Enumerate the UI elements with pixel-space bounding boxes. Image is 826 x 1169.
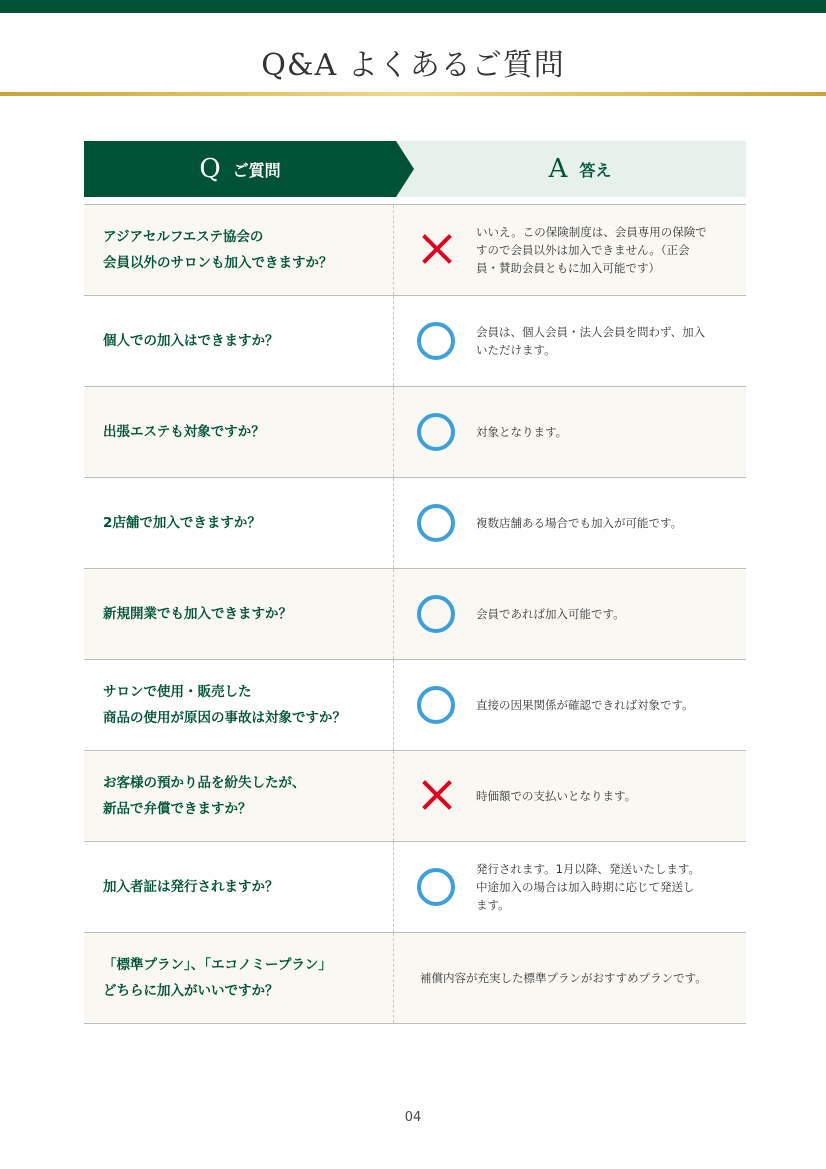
question-text: アジアセルフエステ協会の 会員以外のサロンも加入できますか？ [103, 229, 333, 271]
answer-text: 対象となります。 [476, 425, 568, 439]
question-cell [84, 933, 394, 1023]
question-text: お客様の預かり品を紛失したが、 新品で弁償できますか？ [103, 775, 306, 817]
answer-cell [394, 478, 746, 568]
top-bar [0, 0, 826, 13]
faq-row [84, 569, 746, 660]
faq-row [84, 387, 746, 478]
question-cell [84, 842, 394, 932]
cross-icon [416, 776, 456, 816]
answer-text: 会員は、個人会員・法人会員を問わず、加入 いただけます。 [476, 325, 706, 357]
answer-cell [394, 751, 746, 841]
gold-divider [0, 92, 826, 96]
faq-row [84, 478, 746, 569]
cross-icon [416, 230, 456, 270]
answer-cell [394, 205, 746, 295]
answer-cell [394, 933, 746, 1023]
page-number: 04 [404, 1110, 422, 1125]
header-rule [84, 197, 746, 205]
question-cell [84, 296, 394, 386]
question-text: 「標準プラン」、「エコノミープラン」 どちらに加入がいいですか？ [103, 957, 332, 999]
a-label: 答え [579, 160, 612, 180]
question-cell [84, 478, 394, 568]
question-cell [84, 751, 394, 841]
question-text: 新規開業でも加入できますか？ [103, 606, 292, 622]
answer-header [414, 141, 746, 197]
faq-row [84, 933, 746, 1024]
q-label: ご質問 [232, 160, 281, 180]
faq-row [84, 842, 746, 933]
answer-text: 直接の因果関係が確認できれば対象です。 [476, 698, 694, 712]
circle-icon [416, 867, 456, 907]
answer-cell [394, 842, 746, 932]
faq-row [84, 751, 746, 842]
circle-icon [416, 321, 456, 361]
q-letter: Q [199, 154, 221, 184]
question-cell [84, 205, 394, 295]
answer-text: 発行されます。1月以降、発送いたします。 中途加入の場合は加入時期に応じて発送し ます。 [476, 862, 700, 912]
faq-row [84, 205, 746, 296]
answer-text: いいえ。この保険制度は、会員専用の保険で すので会員以外は加入できません。（正会 員・賛助会員ともに加入可能です） [476, 225, 707, 275]
question-header [84, 141, 396, 197]
question-text: 2店舗で加入できますか？ [103, 515, 261, 531]
question-text: 個人での加入はできますか？ [103, 333, 279, 349]
question-cell [84, 569, 394, 659]
answer-text: 会員であれば加入可能です。 [476, 607, 625, 621]
table-header [84, 141, 746, 197]
question-text: サロンで使用・販売した 商品の使用が原因の事故は対象ですか？ [103, 684, 346, 726]
question-text: 加入者証は発行されますか？ [103, 879, 279, 895]
question-cell [84, 660, 394, 750]
faq-row [84, 296, 746, 387]
circle-icon [416, 503, 456, 543]
page-title: Q&A よくあるご質問 [261, 48, 565, 83]
answer-cell [394, 387, 746, 477]
answer-cell [394, 296, 746, 386]
answer-text: 複数店舗ある場合でも加入が可能です。 [476, 516, 683, 530]
answer-cell [394, 660, 746, 750]
faq-row [84, 660, 746, 751]
answer-cell [394, 569, 746, 659]
question-text: 出張エステも対象ですか？ [103, 424, 265, 440]
faq-rows [84, 205, 746, 1024]
circle-icon [416, 594, 456, 634]
circle-icon [416, 685, 456, 725]
circle-icon [416, 412, 456, 452]
answer-text: 補償内容が充実した標準プランがおすすめプランです。 [420, 971, 707, 985]
faq-table [84, 141, 746, 1024]
answer-text: 時価額での支払いとなります。 [476, 789, 637, 803]
a-letter: A [548, 154, 568, 184]
question-cell [84, 387, 394, 477]
